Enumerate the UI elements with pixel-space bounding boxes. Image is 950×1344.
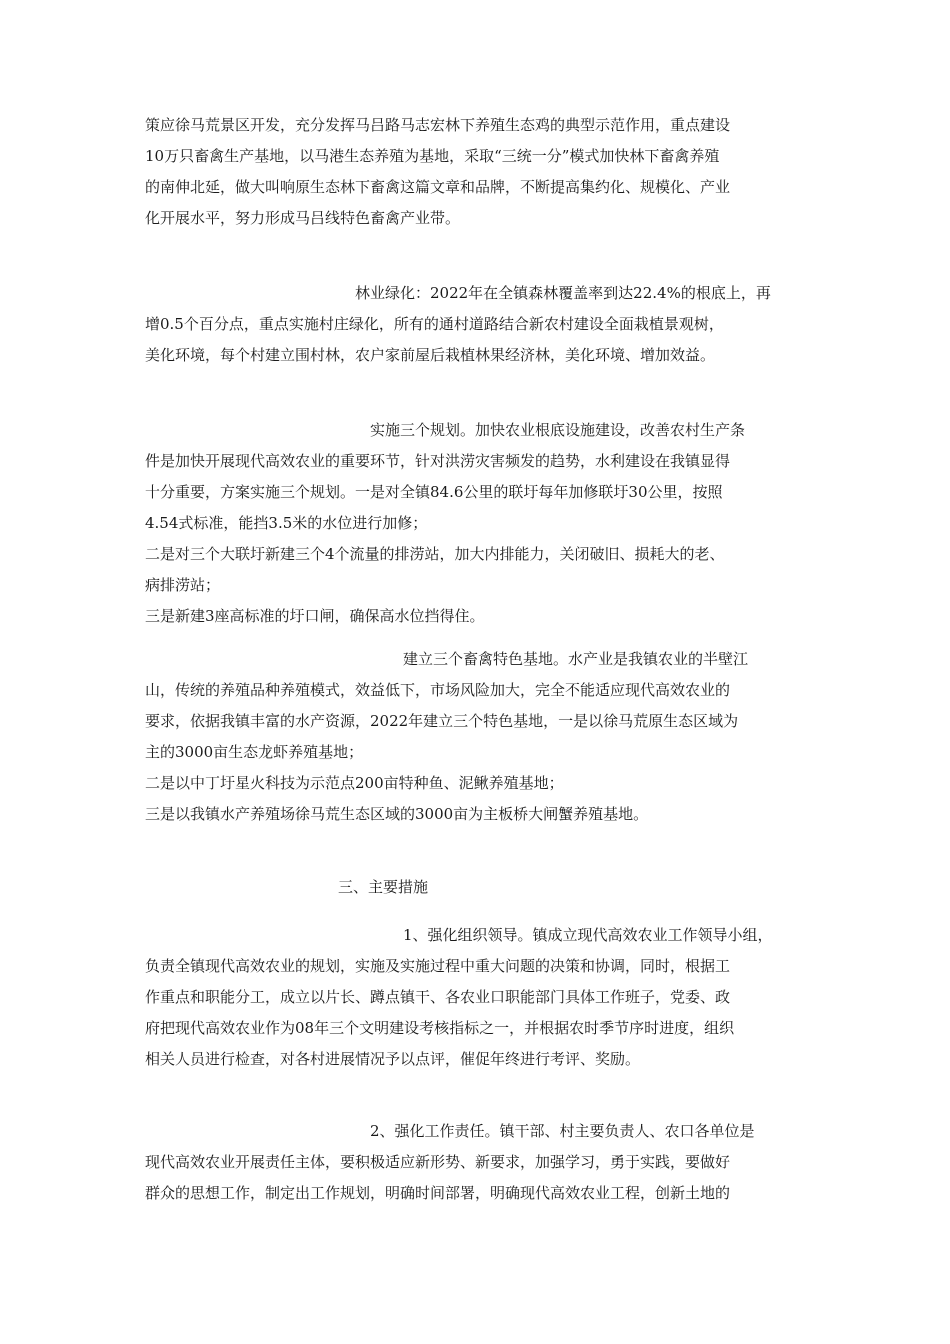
text-line: 二是对三个大联圩新建三个4个流量的排涝站，加大内排能力，关闭破旧、损耗大的老、 bbox=[145, 545, 725, 563]
paragraph-forestry bbox=[145, 278, 810, 371]
paragraph-organization-leadership bbox=[145, 920, 810, 1075]
text-line: 负责全镇现代高效农业的规划，实施及实施过程中重大问题的决策和协调，同时，根据工 bbox=[145, 957, 731, 975]
paragraph-livestock-belt bbox=[145, 110, 810, 234]
text-line: 林业绿化：2022年在全镇森林覆盖率到达22.4%的根底上，再 bbox=[355, 284, 771, 302]
text-line: 三是新建3座高标准的圩口闸，确保高水位挡得住。 bbox=[145, 607, 485, 625]
text-line: 要求，依据我镇丰富的水产资源，2022年建立三个特色基地，一是以徐马荒原生态区域为 bbox=[145, 712, 739, 730]
text-line: 件是加快开展现代高效农业的重要环节，针对洪涝灾害频发的趋势，水利建设在我镇显得 bbox=[145, 452, 731, 470]
text-line: 策应徐马荒景区开发，充分发挥马吕路马志宏林下养殖生态鸡的典型示范作用，重点建设 bbox=[145, 116, 731, 134]
text-line: 府把现代高效农业作为08年三个文明建设考核指标之一，并根据农时季节序时进度，组织 bbox=[145, 1019, 735, 1037]
text-line: 十分重要，方案实施三个规划。一是对全镇84.6公里的联圩每年加修联圩30公里，按照 bbox=[145, 483, 723, 501]
paragraph-three-plans bbox=[145, 415, 810, 632]
text-line: 山，传统的养殖品种养殖模式，效益低下，市场风险加大，完全不能适应现代高效农业的 bbox=[145, 681, 731, 699]
text-line: 群众的思想工作，制定出工作规划，明确时间部署，明确现代高效农业工程，创新土地的 bbox=[145, 1184, 731, 1202]
text-line: 主的3000亩生态龙虾养殖基地； bbox=[145, 743, 364, 761]
text-line: 4.54式标准，能挡3.5米的水位进行加修； bbox=[145, 514, 428, 532]
paragraph-aquaculture-bases bbox=[145, 644, 810, 830]
text-line: 增0.5个百分点，重点实施村庄绿化，所有的通村道路结合新农村建设全面栽植景观树， bbox=[145, 315, 724, 333]
section-heading bbox=[145, 872, 810, 903]
text-line: 化开展水平，努力形成马吕线特色畜禽产业带。 bbox=[145, 209, 461, 227]
text-line: 10万只畜禽生产基地，以马港生态养殖为基地，采取“三统一分”模式加快林下畜禽养殖 bbox=[145, 147, 720, 165]
text-line: 的南伸北延，做大叫响原生态林下畜禽这篇文章和品牌，不断提高集约化、规模化、产业 bbox=[145, 178, 731, 196]
heading-main-measures: 三、主要措施 bbox=[338, 878, 429, 896]
text-line: 美化环境，每个村建立围村林，农户家前屋后栽植林果经济林，美化环境、增加效益。 bbox=[145, 346, 716, 364]
text-line: 建立三个畜禽特色基地。水产业是我镇农业的半壁江 bbox=[403, 650, 749, 668]
text-line: 三是以我镇水产养殖场徐马荒生态区域的3000亩为主板桥大闸蟹养殖基地。 bbox=[145, 805, 649, 823]
text-line: 现代高效农业开展责任主体，要积极适应新形势、新要求，加强学习，勇于实践，要做好 bbox=[145, 1153, 731, 1171]
paragraph-work-responsibility bbox=[145, 1116, 810, 1209]
text-line: 2、强化工作责任。镇干部、村主要负责人、农口各单位是 bbox=[370, 1122, 755, 1140]
text-line: 二是以中丁圩星火科技为示范点200亩特种鱼、泥鳅养殖基地； bbox=[145, 774, 564, 792]
text-line: 实施三个规划。加快农业根底设施建设，改善农村生产条 bbox=[370, 421, 746, 439]
text-line: 相关人员进行检查，对各村进展情况予以点评，催促年终进行考评、奖励。 bbox=[145, 1050, 641, 1068]
text-line: 1、强化组织领导。镇成立现代高效农业工作领导小组， bbox=[403, 926, 773, 944]
text-line: 病排涝站； bbox=[145, 576, 221, 594]
text-line: 作重点和职能分工，成立以片长、蹲点镇干、各农业口职能部门具体工作班子，党委、政 bbox=[145, 988, 731, 1006]
